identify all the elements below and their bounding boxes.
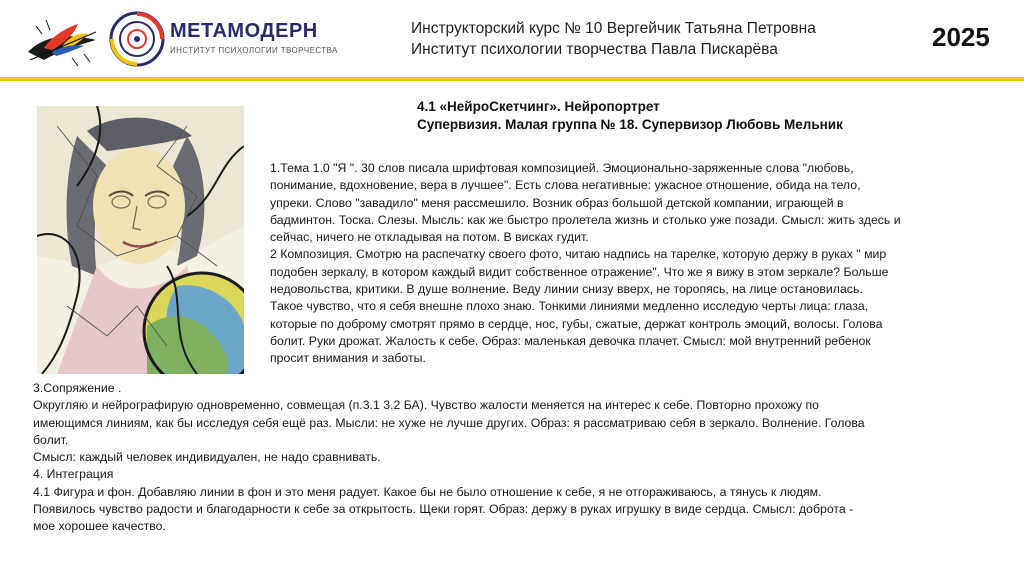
body-text-lower: 3.Сопряжение . Округляю и нейрографирую одновременно, совмещая (п.3.1 3.2 БА). Чувство жалости меняется на интерес к себе. Повторно прохожу по имеющимся линиям, как бы исследуя себя ещё раз. Мысли: не хуже не лучше других. Образ: я рассматриваю себя в зеркало. Волнение. Голова болит. Смысл: каждый человек индивидуален, не надо сравнивать. 4. Интеграция 4.1 Фигура и фон. Добавляю линии в фон и это меня радует. Какое бы не было отношение к себе, я не отгораживаюсь, а тянусь к людям. Появилось чувство радости и благодарности к себе за открытость. Щеки горят. Образ: держу в руках игрушку в виде сердца. Смысл: доброта - мое хорошее качество.: [33, 381, 865, 534]
header-divider: [0, 77, 1024, 81]
course-info: [411, 18, 816, 60]
metamodern-logo-icon: [108, 10, 166, 68]
header: [0, 0, 1024, 80]
brand-modern: МОДЕРН: [227, 20, 318, 42]
brand: [170, 20, 338, 55]
brand-name: [170, 20, 338, 43]
slide-title-line2: Супервизия. Малая группа № 18. Супервизор Любовь Мельник: [417, 117, 843, 132]
flame-logo-icon: [22, 10, 102, 70]
slide-title: [417, 98, 843, 134]
course-title: Инструкторский курс № 10 Вергейчик Татьяна Петровна: [411, 20, 816, 37]
year-label: 2025: [932, 22, 990, 52]
neuroportrait-image: [37, 106, 244, 374]
brand-subtitle: ИНСТИТУТ ПСИХОЛОГИИ ТВОРЧЕСТВА: [170, 46, 338, 55]
institute-name: Институт психологии творчества Павла Пискарёва: [411, 41, 778, 58]
slide-title-line1: 4.1 «НейроСкетчинг». Нейропортрет: [417, 99, 660, 114]
body-text-upper: 1.Тема 1.0 "Я ". 30 слов писала шрифтовая композицией. Эмоционально-заряженные слова "любовь, понимание, вдохновение, вера в лучшее". Есть слова негативные: ужасное отношение, обида на тело, упреки. Слово "завадило" меня рассмешило. Возник образ большой детской компании, играющей в бадминтон. Тоска. Слезы. Мысль: как же быстро пролетела жизнь и столько уже позади. Смысл: жить здесь и сейчас, ничего не откладывая на потом. В висках гудит. 2 Композиция. Смотрю на распечатку своего фото, читаю надпись на тарелке, которую держу в руках " мир подобен зеркалу, в котором каждый видит собственное отражение". Что же я вижу в этом зеркале? Больше недовольства, критики. В душе волнение. Веду линии снизу вверх, не торопясь, на лице остановилась. Такое чувство, что я себя внешне плохо знаю. Тонкими линиями медленно исследую черты лица: глаза, которые по доброму смотрят прямо в сердце, нос, губы, сжатые, держат контроль эмоций, волосы. Голова болит. Руки дрожат. Жалость к себе. Образ: маленькая девочка плачет. Смысл: мой внутренний ребенок просит внимания и заботы.: [270, 161, 901, 366]
brand-meta: МЕТА: [170, 20, 228, 42]
